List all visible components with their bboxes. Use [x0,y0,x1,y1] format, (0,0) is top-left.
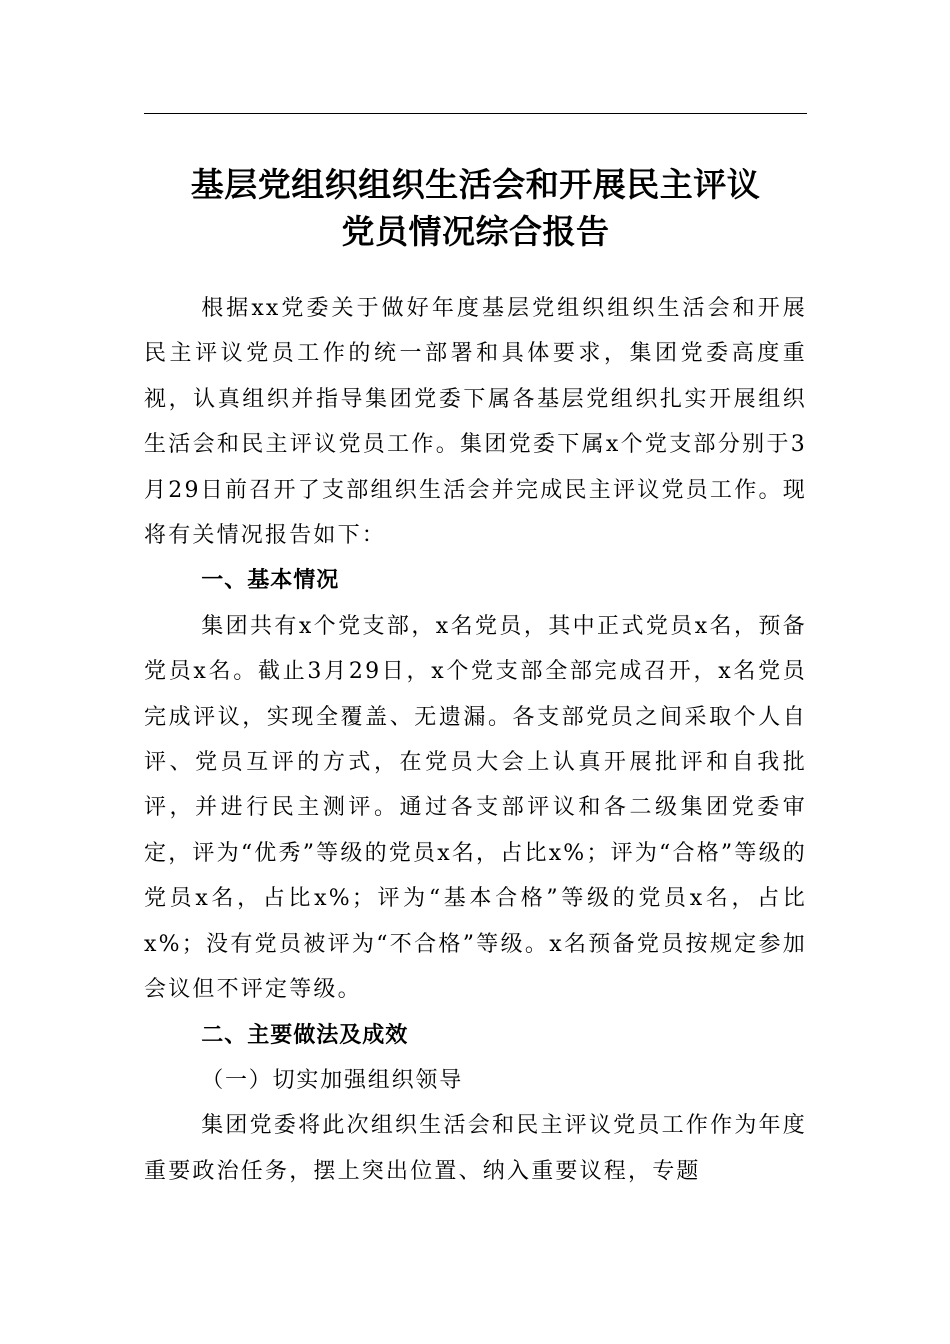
header-divider [144,113,807,114]
document-title-line-2: 党员情况综合报告 [341,212,610,251]
intro-paragraph: 根据xx党委关于做好年度基层党组织组织生活会和开展民主评议党员工作的统一部署和具体要求，集团党委高度重视，认真组织并指导集团党委下属各基层党组织扎实开展组织生活会和民主评议党员工作。集团党委下属x个党支部分别于3月29日前召开了支部组织生活会并完成民主评议党员工作。现将有关情况报告如下： [144,296,807,549]
basic-situation-paragraph: 集团共有x个党支部，x名党员，其中正式党员x名，预备党员x名。截止3月29日，x个党支部全部完成召开，x名党员完成评议，实现全覆盖、无遗漏。各支部党员之间采取个人自评、党员互评的方式，在党员大会上认真开展批评和自我批评，并进行民主测评。通过各支部评议和各二级集团党委审定，评为“优秀”等级的党员x名，占比x%；评为“合格”等级的党员x名，占比x%；评为“基本合格”等级的党员x名，占比x%；没有党员被评为“不合格”等级。x名预备党员按规定参加会议但不评定等级。 [144,613,807,1003]
section-heading-basic-situation: 一、基本情况 [201,568,340,594]
document-body [144,286,807,1194]
section-heading-main-practices: 二、主要做法及成效 [201,1022,409,1048]
leadership-paragraph: 集团党委将此次组织生活会和民主评议党员工作作为年度重要政治任务，摆上突出位置、纳入重要议程，专题 [144,1113,807,1184]
document-title-line-1: 基层党组织组织生活会和开展民主评议 [190,165,761,204]
subsection-heading-leadership: （一）切实加强组织领导 [201,1067,463,1093]
